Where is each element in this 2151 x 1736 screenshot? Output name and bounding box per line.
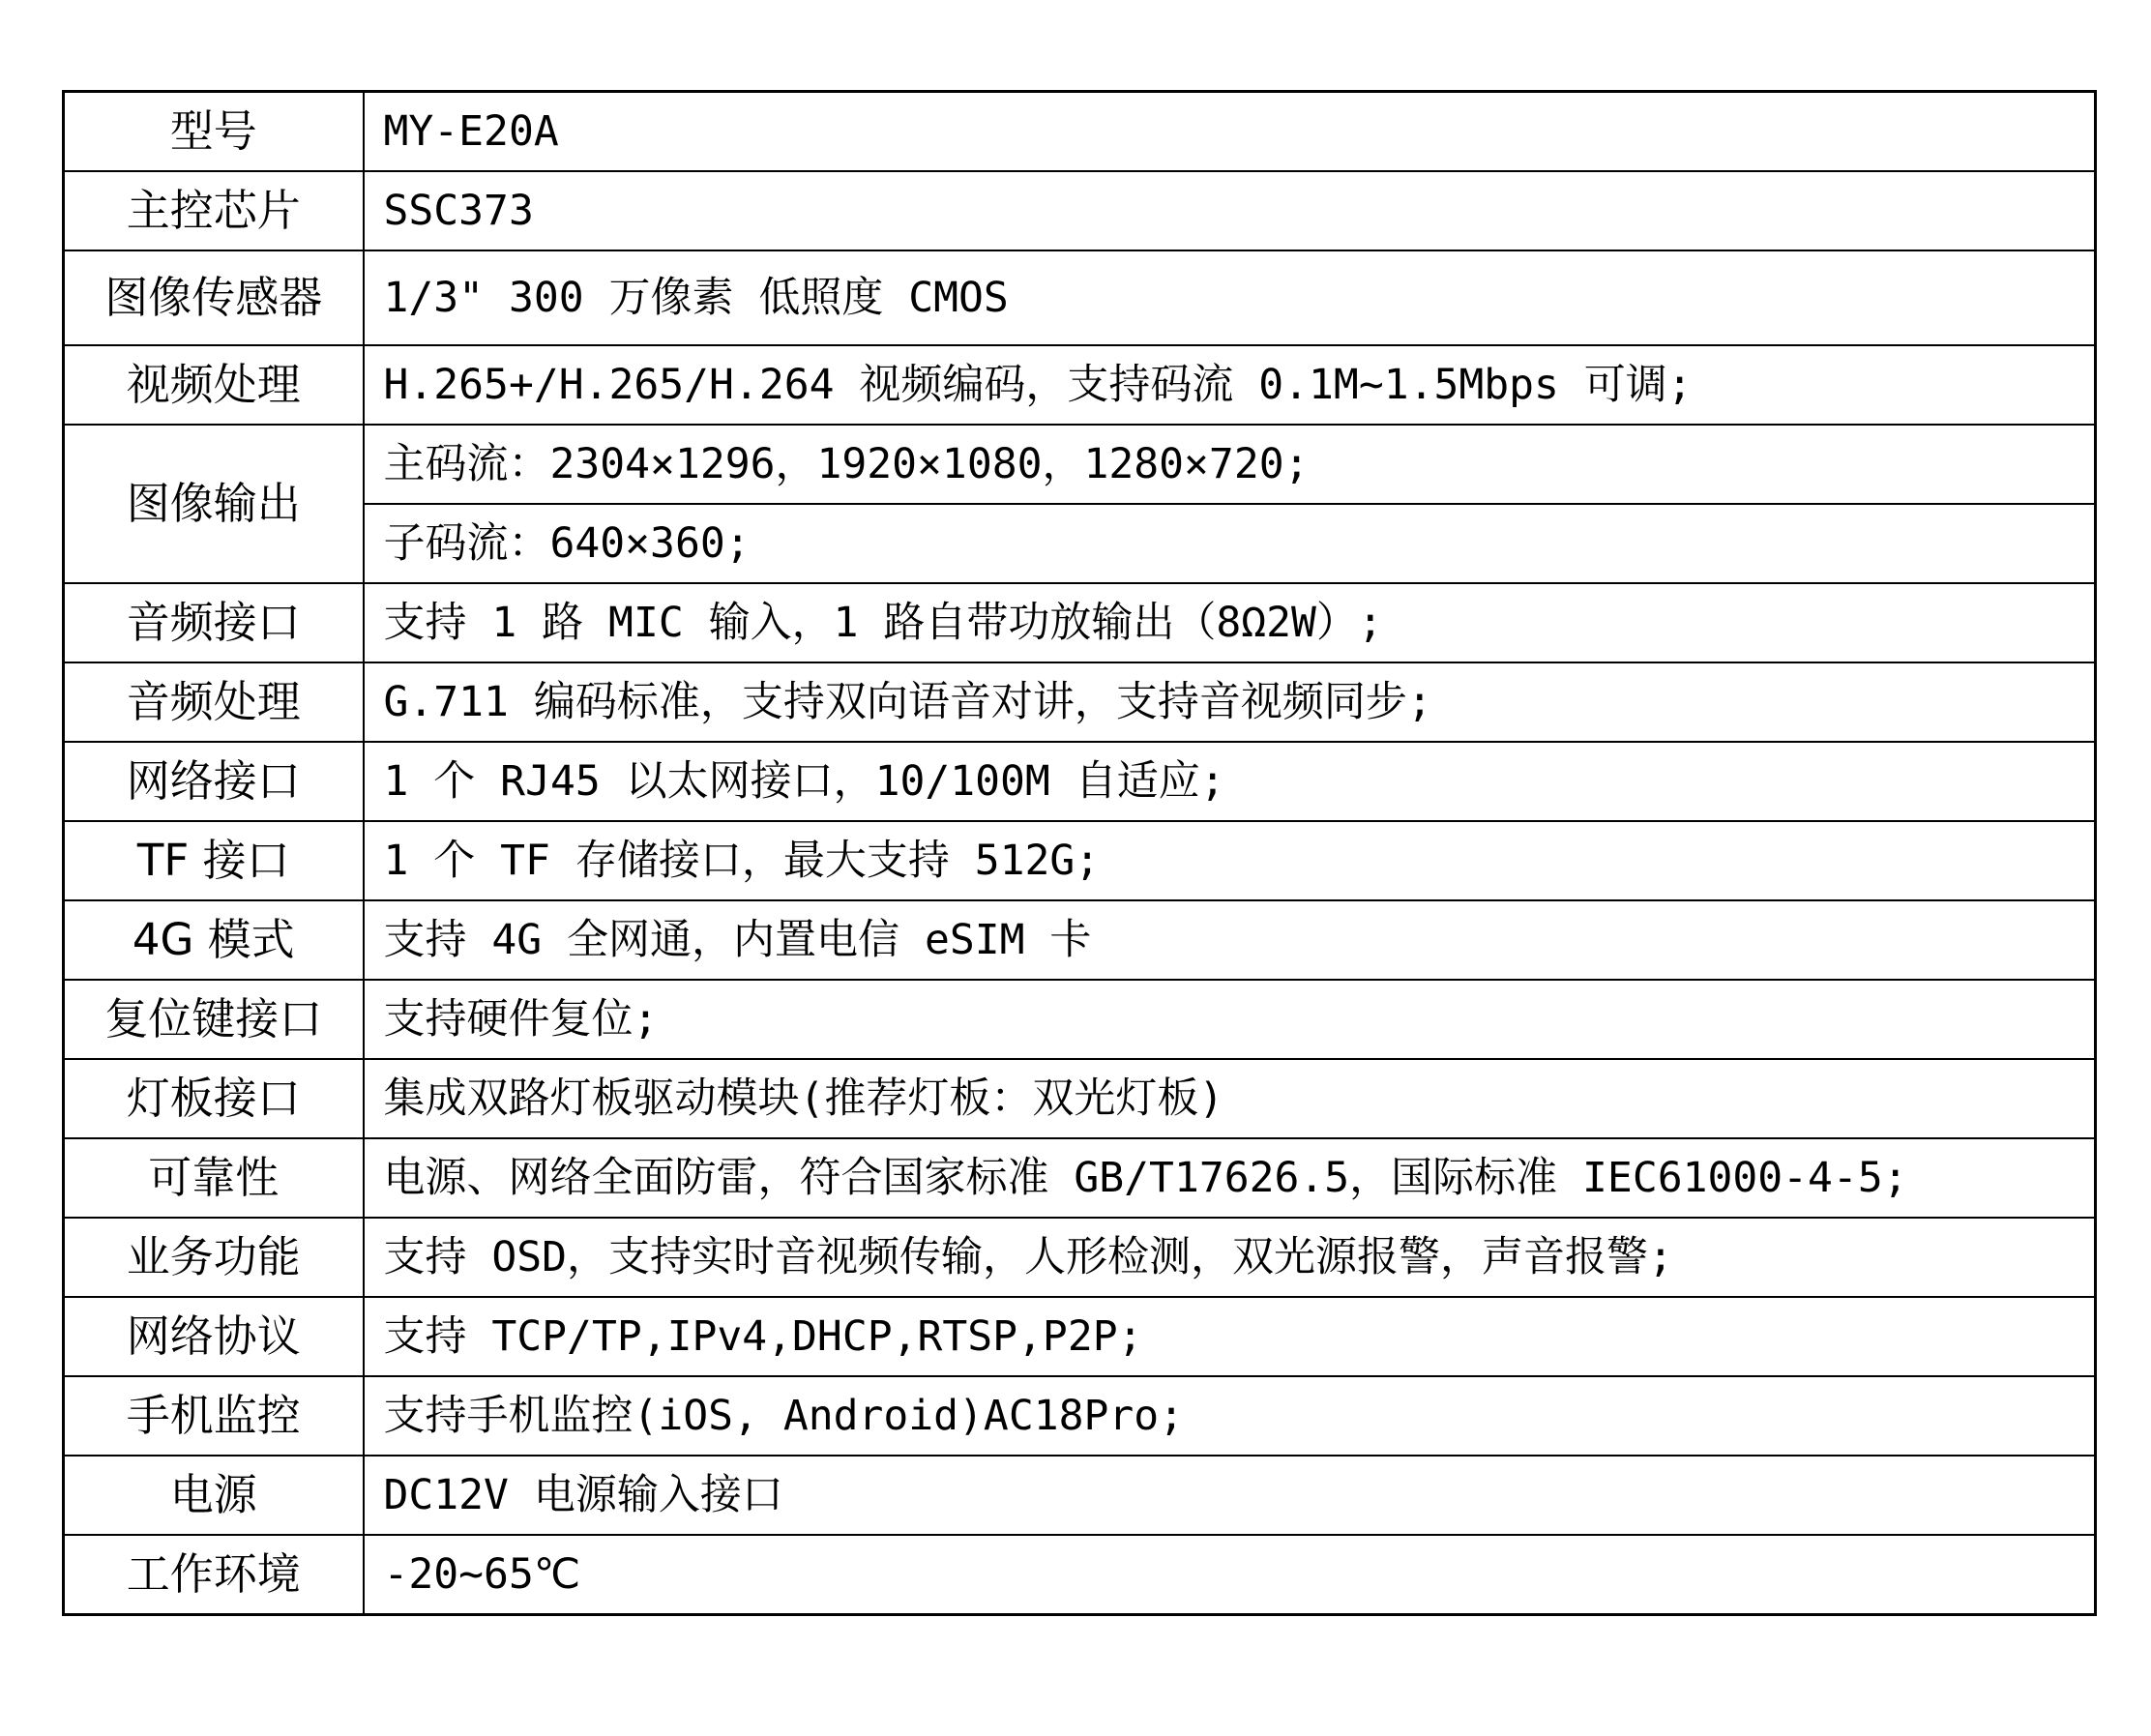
spec-label: 图像输出 (64, 425, 364, 583)
spec-value: H.265+/H.265/H.264 视频编码，支持码流 0.1M~1.5Mbps 可调; (364, 345, 2096, 425)
spec-value: 1 个 RJ45 以太网接口，10/100M 自适应; (364, 742, 2096, 821)
spec-label: 网络接口 (64, 742, 364, 821)
table-row (64, 1376, 2096, 1456)
spec-value: 1 个 TF 存储接口，最大支持 512G; (364, 821, 2096, 900)
table-row (64, 250, 2096, 345)
spec-value: -20~65℃ (364, 1535, 2096, 1615)
spec-value: 支持硬件复位; (364, 980, 2096, 1059)
spec-label: 型号 (64, 92, 364, 172)
table-row (64, 504, 2096, 583)
table-row (64, 900, 2096, 980)
spec-value: 主码流：2304×1296，1920×1080，1280×720; (364, 425, 2096, 504)
spec-label: 音频接口 (64, 583, 364, 662)
spec-value: 支持手机监控(iOS, Android)AC18Pro; (364, 1376, 2096, 1456)
spec-value: 子码流：640×360; (364, 504, 2096, 583)
table-row (64, 583, 2096, 662)
spec-label: 音频处理 (64, 662, 364, 742)
spec-label: 灯板接口 (64, 1059, 364, 1138)
spec-value: MY-E20A (364, 92, 2096, 172)
table-row (64, 92, 2096, 172)
spec-value: 支持 TCP/TP,IPv4,DHCP,RTSP,P2P; (364, 1297, 2096, 1376)
spec-value: 1/3" 300 万像素 低照度 CMOS (364, 250, 2096, 345)
table-row (64, 1218, 2096, 1297)
table-row (64, 345, 2096, 425)
spec-label: 4G 模式 (64, 900, 364, 980)
spec-label: 工作环境 (64, 1535, 364, 1615)
table-row (64, 1059, 2096, 1138)
spec-label: 图像传感器 (64, 250, 364, 345)
spec-label: 主控芯片 (64, 171, 364, 250)
spec-label: 复位键接口 (64, 980, 364, 1059)
table-row (64, 662, 2096, 742)
table-row (64, 1535, 2096, 1615)
spec-label: 电源 (64, 1456, 364, 1535)
spec-value: 支持 4G 全网通，内置电信 eSIM 卡 (364, 900, 2096, 980)
spec-value: 集成双路灯板驱动模块(推荐灯板：双光灯板) (364, 1059, 2096, 1138)
spec-label: 视频处理 (64, 345, 364, 425)
table-row (64, 1138, 2096, 1218)
table-row (64, 742, 2096, 821)
table-row (64, 1297, 2096, 1376)
spec-label: TF 接口 (64, 821, 364, 900)
spec-label: 网络协议 (64, 1297, 364, 1376)
spec-label: 手机监控 (64, 1376, 364, 1456)
spec-label: 可靠性 (64, 1138, 364, 1218)
table-row (64, 171, 2096, 250)
spec-value: DC12V 电源输入接口 (364, 1456, 2096, 1535)
spec-value: SSC373 (364, 171, 2096, 250)
spec-value: 电源、网络全面防雷，符合国家标准 GB/T17626.5，国际标准 IEC61000-4-5; (364, 1138, 2096, 1218)
table-row (64, 980, 2096, 1059)
spec-value: 支持 1 路 MIC 输入，1 路自带功放输出（8Ω2W）; (364, 583, 2096, 662)
spec-label: 业务功能 (64, 1218, 364, 1297)
table-row (64, 821, 2096, 900)
table-row (64, 425, 2096, 504)
spec-value: G.711 编码标准，支持双向语音对讲，支持音视频同步; (364, 662, 2096, 742)
spec-value: 支持 OSD，支持实时音视频传输，人形检测，双光源报警，声音报警; (364, 1218, 2096, 1297)
table-row (64, 1456, 2096, 1535)
spec-table (62, 90, 2097, 1616)
